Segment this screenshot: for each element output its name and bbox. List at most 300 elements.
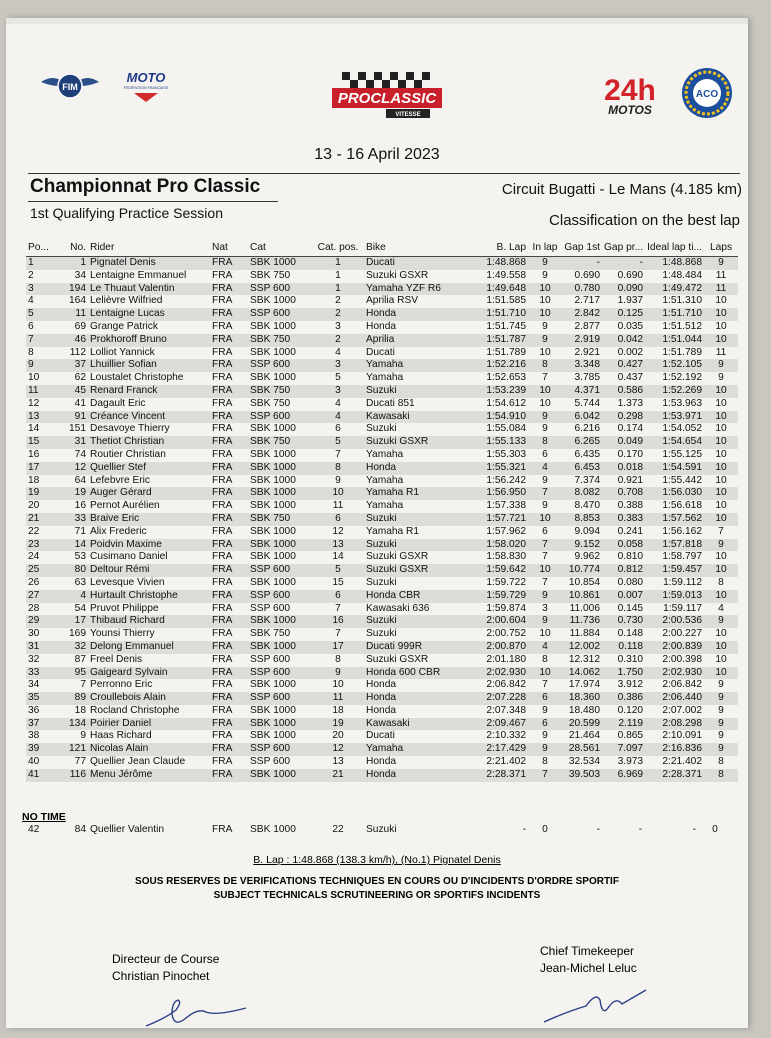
circuit-name: Circuit Bugatti - Le Mans (4.185 km) <box>501 181 742 198</box>
col-in-lap: 7 <box>528 769 562 782</box>
race-director-title: Directeur de Course <box>112 952 220 966</box>
col-cat-pos: 14 <box>332 551 344 563</box>
table-row <box>26 270 738 283</box>
col-gap-prev: 0.049 <box>602 436 645 449</box>
table-row <box>26 539 738 552</box>
col-number: 1 <box>58 257 88 270</box>
col-cat-pos: 10 <box>332 679 344 691</box>
col-cat: SSP 600 <box>248 667 312 680</box>
col-rider: Delong Emmanuel <box>88 641 210 654</box>
col-ideal-lap: 1:53.963 <box>662 397 703 409</box>
col-number: 7 <box>80 679 86 691</box>
col-laps: 10 <box>704 513 738 526</box>
col-rider: Lentaigne Emmanuel <box>90 269 187 281</box>
col-gap-first: 39.503 <box>562 769 602 782</box>
table-row <box>26 526 738 539</box>
col-cat: SSP 600 <box>248 590 312 603</box>
col-cat-pos: 1 <box>335 269 341 281</box>
col-ideal-lap: 1:51.512 <box>662 320 703 332</box>
col-nat: FRA <box>212 602 233 614</box>
col-laps: 10 <box>704 385 738 398</box>
table-row <box>26 769 738 782</box>
col-gap-first: 8.853 <box>562 513 602 526</box>
col-ideal-lap: 1:59.457 <box>645 564 704 577</box>
table-row <box>26 411 738 424</box>
col-pos: 13 <box>26 411 58 424</box>
col-best-lap: - <box>522 824 526 835</box>
col-gap-first: 2.717 <box>574 295 600 307</box>
col-bike: Ducati <box>366 346 395 358</box>
col-best-lap: 1:56.950 <box>478 487 528 500</box>
col-in-lap: 6 <box>528 718 562 731</box>
col-ideal-lap: 2:00.398 <box>662 653 703 665</box>
col-in-lap: 4 <box>528 462 562 475</box>
col-cat-pos: 7 <box>335 602 341 614</box>
col-nat: FRA <box>210 462 248 475</box>
col-ideal-lap: 1:59.117 <box>663 602 703 614</box>
col-ideal-lap: 1:54.052 <box>662 423 703 435</box>
col-laps: 10 <box>704 590 738 603</box>
table-row <box>26 692 738 705</box>
col-gap-prev: 0.586 <box>602 385 645 398</box>
col-number: 121 <box>58 743 88 756</box>
col-best-lap: 2:17.429 <box>478 743 528 756</box>
col-best-lap: 2:09.467 <box>478 718 528 731</box>
col-cat: SBK 1000 <box>248 462 312 475</box>
table-row <box>26 295 738 308</box>
col-ideal-lap: 2:28.371 <box>645 769 704 782</box>
col-gap-first: 9.094 <box>574 525 600 537</box>
col-bike: Yamaha <box>364 359 478 372</box>
col-best-lap: 1:49.558 <box>486 269 526 281</box>
col-gap-prev: 0.812 <box>602 564 645 577</box>
col-number: 169 <box>69 628 86 640</box>
col-gap-prev: 0.148 <box>617 628 644 640</box>
col-ideal-lap: 2:16.836 <box>645 743 704 756</box>
col-bike: Honda <box>364 769 478 782</box>
col-gap-first: 7.374 <box>574 474 600 486</box>
col-nat: FRA <box>212 372 233 384</box>
paper-fold <box>6 18 748 24</box>
col-best-lap: 1:49.648 <box>478 283 528 296</box>
col-rider: Auger Gérard <box>88 487 210 500</box>
aco-logo <box>680 66 734 120</box>
col-pos: 10 <box>28 372 40 384</box>
col-bike: Ducati <box>366 730 395 742</box>
col-best-lap: 1:59.722 <box>486 576 526 588</box>
col-number: 87 <box>74 653 86 665</box>
col-pos: 21 <box>26 513 58 526</box>
col-gap-prev: 0.708 <box>602 487 645 500</box>
col-number: 194 <box>58 283 88 296</box>
col-nat: FRA <box>212 397 233 409</box>
col-cat: SBK 750 <box>248 513 312 526</box>
col-cat-pos: 19 <box>312 718 364 731</box>
col-rider: Thibaud Richard <box>88 615 210 628</box>
col-cat-pos: 6 <box>312 590 364 603</box>
col-best-lap: 2:10.332 <box>486 730 526 742</box>
chief-timekeeper-name: Jean-Michel Leluc <box>540 961 637 975</box>
col-cat: SBK 1000 <box>248 539 312 552</box>
col-gap-prev: 0.383 <box>602 513 645 526</box>
table-row <box>26 462 738 475</box>
col-gap-first: 21.464 <box>568 730 600 742</box>
col-gap-prev: 0.388 <box>617 500 644 512</box>
col-laps: 10 <box>704 462 738 475</box>
col-ideal-lap: 1:59.112 <box>663 576 703 588</box>
col-gap-first: 9.962 <box>574 551 600 563</box>
col-bike: Suzuki <box>366 824 397 835</box>
ffm-logo-text: MOTO <box>126 70 166 85</box>
col-nat-header: Nat <box>212 241 228 253</box>
table-row <box>26 487 738 500</box>
col-laps: 10 <box>715 448 727 460</box>
col-laps: 7 <box>718 525 724 537</box>
col-pos: 14 <box>28 423 40 435</box>
col-in-lap: 9 <box>542 269 548 281</box>
col-cat: SBK 1000 <box>250 372 296 384</box>
col-in-lap: 6 <box>542 525 548 537</box>
col-bike: Yamaha R1 <box>364 487 478 500</box>
col-cat: SBK 1000 <box>250 346 296 358</box>
col-number: 134 <box>58 718 88 731</box>
col-cat-pos: 20 <box>332 730 344 742</box>
col-in-lap: 0 <box>542 824 548 835</box>
col-gap-first: 28.561 <box>562 743 602 756</box>
chief-timekeeper-signature <box>536 982 656 1032</box>
col-nat: FRA <box>212 679 233 691</box>
col-laps: 9 <box>704 359 738 372</box>
col-nat: FRA <box>212 269 233 281</box>
col-nat: FRA <box>210 359 248 372</box>
col-pos: 11 <box>26 385 58 398</box>
col-ideal-lap: 2:00.536 <box>645 615 704 628</box>
col-gap-first: 10.774 <box>562 564 602 577</box>
col-bike: Aprilia <box>364 334 478 347</box>
col-number: 37 <box>58 359 88 372</box>
col-cat: SSP 600 <box>250 602 291 614</box>
col-bike: Suzuki <box>366 576 397 588</box>
col-cat: SSP 600 <box>250 756 291 768</box>
col-laps: 9 <box>704 718 738 731</box>
col-best-lap: 1:54.910 <box>478 411 528 424</box>
col-ideal-lap: 1:51.310 <box>662 295 703 307</box>
col-laps: 11 <box>715 346 727 358</box>
col-pos: 38 <box>28 730 40 742</box>
col-laps: 9 <box>704 539 738 552</box>
col-laps: 10 <box>715 423 727 435</box>
col-cat: SSP 600 <box>248 692 312 705</box>
col-in-lap: 10 <box>539 346 551 358</box>
col-cat: SBK 1000 <box>250 525 296 537</box>
col-gap-first: 10.854 <box>568 576 600 588</box>
col-cat: SSP 600 <box>248 411 312 424</box>
col-gap-prev: 0.174 <box>617 423 644 435</box>
col-rider: Thetiot Christian <box>88 436 210 449</box>
24h-logo-subtext: MOTOS <box>608 103 652 117</box>
col-laps: 10 <box>704 641 738 654</box>
col-gap-prev: 0.042 <box>602 334 645 347</box>
col-nat: FRA <box>212 448 233 460</box>
col-ideal-lap: 1:51.710 <box>645 308 704 321</box>
col-best-lap: 1:58.830 <box>486 551 526 563</box>
col-in-lap: 9 <box>542 423 548 435</box>
col-bike: Suzuki GSXR <box>366 551 429 563</box>
proclassic-logo-subtext: VITESSE <box>395 112 421 118</box>
col-laps: 10 <box>715 653 727 665</box>
col-cat: SBK 1000 <box>250 500 296 512</box>
col-in-lap: 7 <box>542 372 548 384</box>
col-number: 9 <box>80 730 86 742</box>
col-cat-pos: 13 <box>312 539 364 552</box>
col-bike: Kawasaki <box>364 718 478 731</box>
col-in-lap: 7 <box>542 551 548 563</box>
col-cat: SBK 750 <box>248 334 312 347</box>
table-row <box>26 449 738 462</box>
col-rider: Freel Denis <box>90 653 143 665</box>
col-number: 53 <box>74 551 86 563</box>
col-rider: Renard Franck <box>88 385 210 398</box>
col-cat: SBK 1000 <box>250 679 296 691</box>
col-gap-prev: 3.912 <box>617 679 644 691</box>
col-gap-prev: 0.125 <box>602 308 645 321</box>
table-row <box>26 667 738 680</box>
col-nat: FRA <box>210 667 248 680</box>
col-laps: 8 <box>704 769 738 782</box>
col-laps: 10 <box>704 334 738 347</box>
col-gap-first: - <box>596 824 600 835</box>
col-gap-prev: 1.937 <box>617 295 644 307</box>
col-pos: 34 <box>28 679 40 691</box>
col-best-lap: 1:59.642 <box>478 564 528 577</box>
col-nat: FRA <box>212 320 233 332</box>
col-ideal-lap: 1:54.591 <box>645 462 704 475</box>
col-gap-prev: 0.310 <box>617 653 644 665</box>
col-laps: 10 <box>704 667 738 680</box>
col-in-lap: 9 <box>528 743 562 756</box>
proclassic-logo-text: PROCLASSIC <box>337 90 437 107</box>
col-best-lap: 1:55.084 <box>486 423 526 435</box>
col-in-lap: 10 <box>528 308 562 321</box>
col-rider: Quellier Valentin <box>90 824 164 835</box>
table-row <box>26 641 738 654</box>
results-sheet <box>6 18 748 1028</box>
col-cat: SBK 1000 <box>250 824 296 835</box>
col-in-lap: 9 <box>542 500 548 512</box>
col-nat: FRA <box>212 756 233 768</box>
col-gap-first: 10.861 <box>562 590 602 603</box>
col-in-lap: 10 <box>528 385 562 398</box>
col-cat-pos: 22 <box>332 824 344 835</box>
table-row <box>26 321 738 334</box>
col-ideal-lap: 1:52.269 <box>645 385 704 398</box>
col-cat-pos: 18 <box>332 704 344 716</box>
col-bike: Yamaha <box>366 448 404 460</box>
table-row <box>26 679 738 692</box>
col-pos: 30 <box>28 628 40 640</box>
col-gap-first: 5.744 <box>574 397 600 409</box>
col-rider: Gaigeard Sylvain <box>88 667 210 680</box>
col-gap-prev: 0.007 <box>602 590 645 603</box>
col-nat: FRA <box>210 308 248 321</box>
col-laps: 10 <box>715 474 727 486</box>
col-ideal-lap: 2:08.298 <box>645 718 704 731</box>
col-pos: 9 <box>26 359 58 372</box>
col-laps: 10 <box>704 487 738 500</box>
col-cat-pos: 3 <box>312 385 364 398</box>
col-number: 116 <box>58 769 88 782</box>
col-gap-prev: 0.810 <box>617 551 644 563</box>
col-cat-pos: 1 <box>312 257 364 270</box>
col-gap-first: 12.312 <box>568 653 600 665</box>
table-row <box>26 603 738 616</box>
col-bike: Yamaha <box>364 743 478 756</box>
col-gap-first: 6.216 <box>574 423 600 435</box>
col-pos: 37 <box>26 718 58 731</box>
col-cat: SBK 1000 <box>248 257 312 270</box>
table-header-row <box>26 240 738 257</box>
col-in-lap: 9 <box>528 257 562 270</box>
col-laps: 9 <box>718 372 724 384</box>
col-ideal-lap-header: Ideal lap ti... <box>647 241 703 253</box>
table-row <box>26 615 738 628</box>
col-cat: SBK 1000 <box>250 551 296 563</box>
col-cat-pos: 6 <box>312 513 364 526</box>
col-cat: SSP 600 <box>250 653 291 665</box>
col-rider: Lhuillier Sofian <box>88 359 210 372</box>
col-ideal-lap: 1:51.789 <box>662 346 703 358</box>
col-in-lap: 7 <box>542 576 548 588</box>
col-pos: 1 <box>26 257 58 270</box>
col-pos: 31 <box>26 641 58 654</box>
col-nat: FRA <box>212 525 233 537</box>
col-in-lap: 9 <box>528 590 562 603</box>
col-best-lap: 2:07.348 <box>486 704 526 716</box>
col-best-lap: 1:57.338 <box>486 500 526 512</box>
col-ideal-lap: 1:51.044 <box>645 334 704 347</box>
col-pos: 5 <box>26 308 58 321</box>
event-dates: 13 - 16 April 2023 <box>314 146 440 163</box>
col-laps: 10 <box>704 436 738 449</box>
col-cat-pos: 6 <box>335 423 341 435</box>
col-cat: SBK 1000 <box>248 615 312 628</box>
col-rider: Alix Frederic <box>90 525 147 537</box>
col-bike: Suzuki <box>364 513 478 526</box>
ffm-logo <box>120 68 172 104</box>
col-in-lap: 6 <box>528 692 562 705</box>
col-gap-prev: - <box>602 257 645 270</box>
col-bike: Honda <box>364 462 478 475</box>
col-rider: Croullebois Alain <box>88 692 210 705</box>
col-laps: 10 <box>704 411 738 424</box>
classification-type: Classification on the best lap <box>549 212 740 229</box>
col-gap-first: 2.877 <box>574 320 600 332</box>
col-gap-first: 8.082 <box>562 487 602 500</box>
col-bike: Suzuki <box>364 615 478 628</box>
col-number: 80 <box>58 564 88 577</box>
col-gap-first: 20.599 <box>562 718 602 731</box>
col-number: 112 <box>69 346 86 358</box>
col-ideal-lap: 1:52.192 <box>662 372 703 384</box>
table-row <box>26 475 738 488</box>
col-cat: SBK 750 <box>248 436 312 449</box>
col-gap-prev: 0.690 <box>617 269 644 281</box>
col-pos: 6 <box>28 320 34 332</box>
col-best-lap: 2:07.228 <box>478 692 528 705</box>
col-cat-pos: 12 <box>312 743 364 756</box>
col-pos: 27 <box>26 590 58 603</box>
col-nat: FRA <box>210 692 248 705</box>
col-laps: 4 <box>718 602 724 614</box>
col-nat: FRA <box>210 513 248 526</box>
col-laps: 10 <box>715 397 727 409</box>
col-rider: Pignatel Denis <box>88 257 210 270</box>
table-row <box>26 334 738 347</box>
col-gap-first: 2.919 <box>562 334 602 347</box>
col-gap-first: 6.042 <box>562 411 602 424</box>
col-number-header: No. <box>70 241 86 253</box>
col-best-lap: 2:06.842 <box>486 679 526 691</box>
col-cat-pos: 7 <box>335 628 341 640</box>
col-ideal-lap: 1:56.618 <box>662 500 703 512</box>
col-number: 84 <box>74 824 86 835</box>
col-bike: Yamaha R1 <box>366 525 420 537</box>
col-gap-prev: 0.035 <box>617 320 644 332</box>
col-bike: Suzuki GSXR <box>364 564 478 577</box>
col-cat: SBK 750 <box>250 628 291 640</box>
col-cat: SBK 1000 <box>250 730 296 742</box>
col-gap-prev: 0.241 <box>617 525 644 537</box>
col-gap-first: 18.480 <box>568 704 600 716</box>
col-in-lap: 10 <box>528 513 562 526</box>
col-cat-pos: 17 <box>312 641 364 654</box>
col-gap-prev: 0.018 <box>602 462 645 475</box>
col-ideal-lap: 1:54.654 <box>645 436 704 449</box>
col-bike: Honda 600 CBR <box>364 667 478 680</box>
col-laps: 10 <box>715 551 727 563</box>
col-best-lap: 1:54.612 <box>486 397 526 409</box>
col-number: 45 <box>58 385 88 398</box>
col-gap-first: 32.534 <box>568 756 600 768</box>
col-ideal-lap: 2:07.002 <box>662 704 703 716</box>
col-number: 62 <box>74 372 86 384</box>
col-pos: 29 <box>26 615 58 628</box>
col-rider: Poirier Daniel <box>88 718 210 731</box>
col-cat-pos: 4 <box>335 397 341 409</box>
col-number: 11 <box>58 308 88 321</box>
col-rider: Grange Patrick <box>90 320 158 332</box>
col-number: 17 <box>58 615 88 628</box>
col-number: 41 <box>74 397 86 409</box>
session-name: 1st Qualifying Practice Session <box>30 205 223 221</box>
col-pos: 32 <box>28 653 40 665</box>
col-ideal-lap: 1:57.818 <box>645 539 704 552</box>
col-ideal-lap: 1:55.442 <box>662 474 703 486</box>
col-best-lap: 1:51.789 <box>486 346 526 358</box>
col-number: 77 <box>74 756 86 768</box>
col-rider: Rocland Christophe <box>90 704 180 716</box>
col-number: 91 <box>58 411 88 424</box>
col-in-lap: 8 <box>528 436 562 449</box>
table-row <box>26 743 738 756</box>
col-pos: 35 <box>26 692 58 705</box>
col-gap-prev: 0.865 <box>617 730 644 742</box>
col-cat-pos: 10 <box>312 487 364 500</box>
fim-logo <box>39 70 101 102</box>
col-gap-first: 2.842 <box>562 308 602 321</box>
col-bike-header: Bike <box>366 241 386 253</box>
col-rider: Pruvot Philippe <box>90 602 159 614</box>
